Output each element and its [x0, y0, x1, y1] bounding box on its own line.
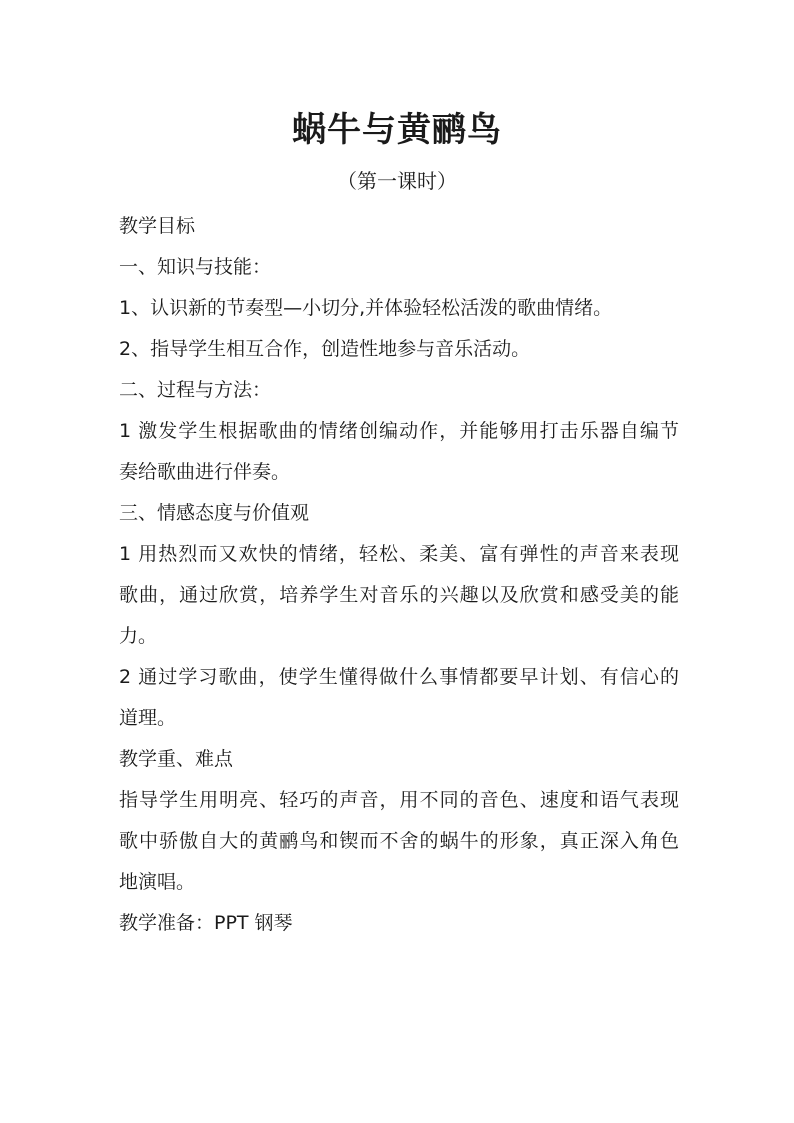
heading-teaching-goals: 教学目标 — [119, 215, 196, 237]
emotion-item-2-line-1: 2 通过学习歌曲，使学生懂得做什么事情都要早计划、有信心的 — [119, 666, 679, 688]
emotion-item-1-line-3: 力。 — [119, 625, 158, 647]
section-process-method: 二、过程与方法： — [119, 379, 272, 401]
emotion-item-1-line-1: 1 用热烈而又欢快的情绪，轻松、柔美、富有弹性的声音来表现 — [119, 543, 679, 565]
document-title: 蜗牛与黄鹂鸟 — [292, 110, 502, 150]
key-points-line-2: 歌中骄傲自大的黄鹂鸟和锲而不舍的蜗牛的形象，真正深入角色 — [119, 830, 679, 852]
process-item-1-line-1: 1 激发学生根据歌曲的情绪创编动作，并能够用打击乐器自编节 — [119, 420, 679, 442]
document-body — [119, 206, 679, 944]
teaching-preparation: 教学准备：PPT 钢琴 — [119, 912, 293, 934]
goal-item-2: 2、指导学生相互合作，创造性地参与音乐活动。 — [119, 338, 531, 360]
key-points-line-3: 地演唱。 — [119, 871, 196, 893]
section-knowledge-skills: 一、知识与技能： — [119, 256, 272, 278]
section-emotion-values: 三、情感态度与价值观 — [119, 502, 310, 524]
goal-item-1: 1、认识新的节奏型—小切分,并体验轻松活泼的歌曲情绪。 — [119, 297, 613, 319]
emotion-item-1-line-2: 歌曲，通过欣赏，培养学生对音乐的兴趣以及欣赏和感受美的能 — [119, 584, 679, 606]
process-item-1-line-2: 奏给歌曲进行伴奏。 — [119, 461, 291, 483]
emotion-item-2-line-2: 道理。 — [119, 707, 177, 729]
key-points-line-1: 指导学生用明亮、轻巧的声音，用不同的音色、速度和语气表现 — [119, 789, 679, 811]
document-subtitle: （第一课时） — [337, 169, 457, 193]
heading-key-difficult-points: 教学重、难点 — [119, 748, 234, 770]
